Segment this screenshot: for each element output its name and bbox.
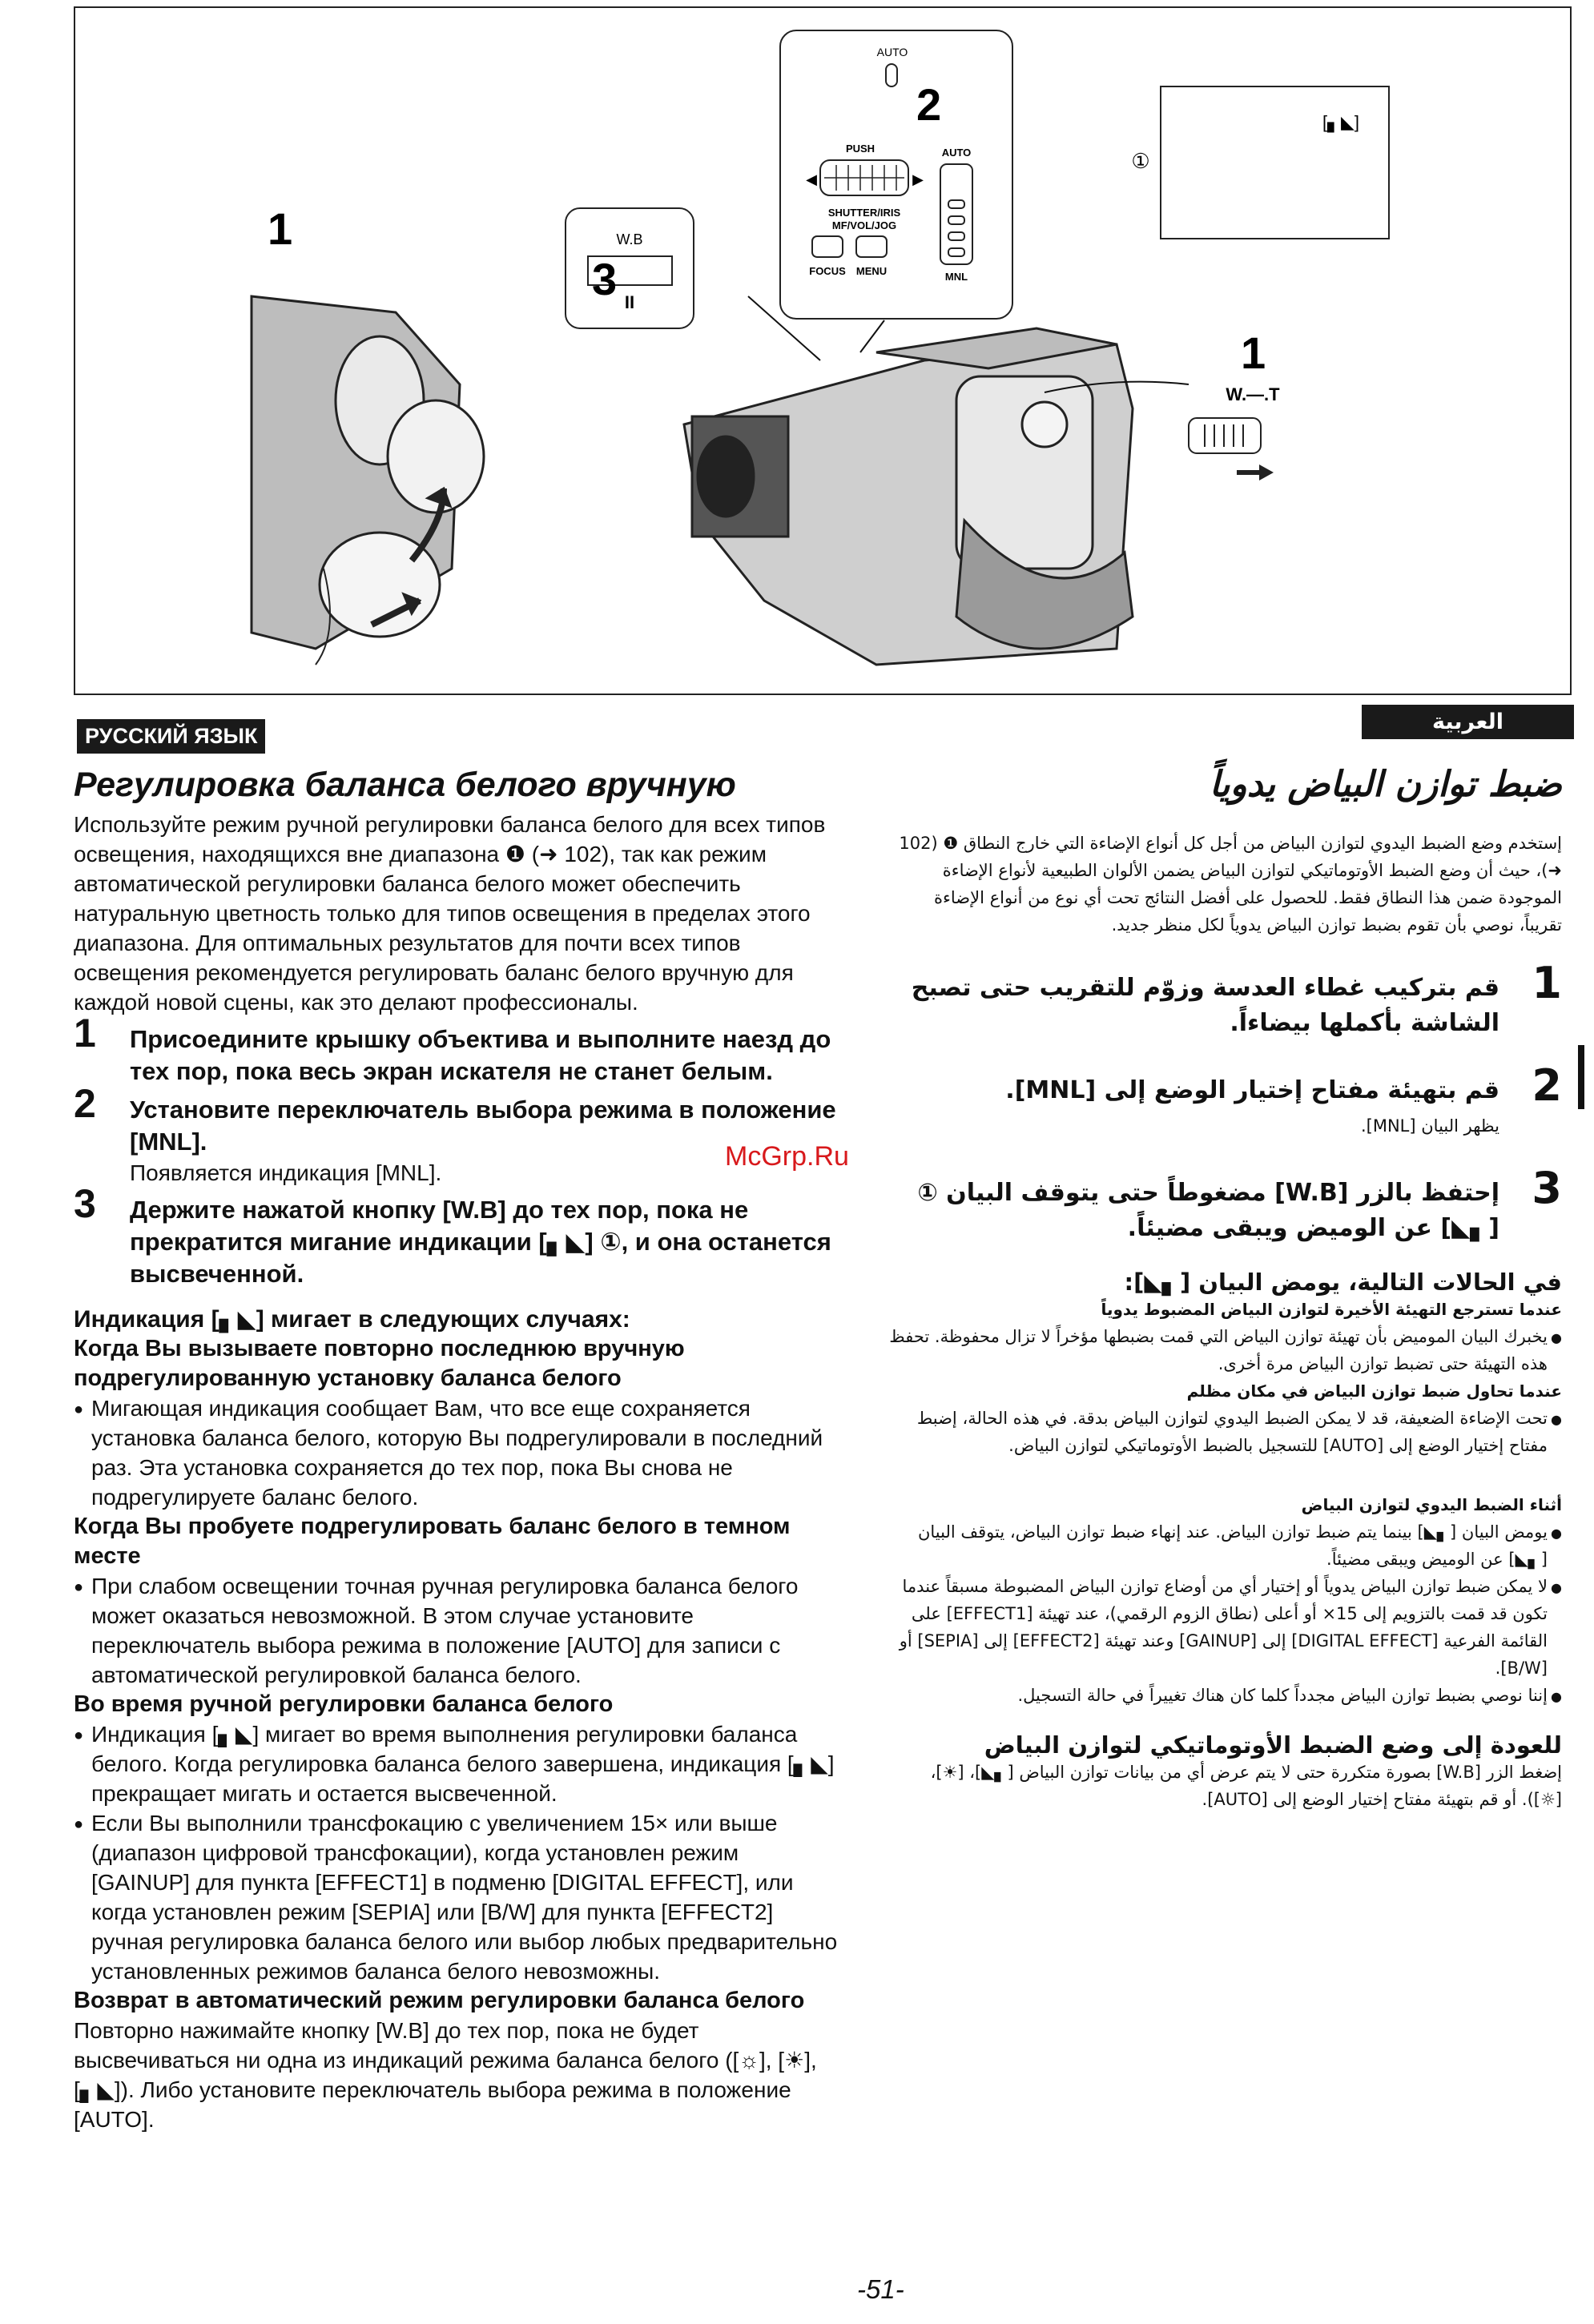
ar-case1-text: ● يخبرك البيان الموميض بأن تهيئة توازن البياض التي قمت بضبطها مؤخراً لا تزال محفوظة. تحفظ هذه التهيئة حتى تضبط توازن البياض مرة أخرى. xyxy=(889,1323,1562,1377)
ar-step-2-number: 2 xyxy=(1532,1060,1562,1111)
ru-intro: Используйте режим ручной регулировки баланса белого для всех типов освещения, находящихся вне диапазона ❶ (➜ 102), так как режим автоматической регулировки баланса белого может обеспечить натуральную цветность только для типов освещения в пределах этого диапазона. Для оптимальных результатов для почти всех типов освещения рекомендуется регулировать баланс белого вручную для каждой новой сцены, как это делают профессионалы. xyxy=(74,812,826,1015)
shutter-iris-label: SHUTTER/IRIS xyxy=(827,207,901,219)
ru-step-3-number: 3 xyxy=(74,1181,96,1226)
ru-step-3 xyxy=(74,1181,843,1290)
svg-text:◀: ◀ xyxy=(806,171,817,187)
focus-label: FOCUS xyxy=(809,265,846,277)
russian-column xyxy=(74,765,843,2134)
menu-label: MENU xyxy=(855,265,888,277)
arabic-language-tag: العربية xyxy=(1362,705,1574,739)
ru-case1-heading: Когда Вы вызываете повторно последнюю вручную подрегулированную установку баланса белого xyxy=(74,1336,685,1391)
circle-one-marker: ① xyxy=(1131,149,1150,173)
ar-case3-bullet-3: ● إننا نوصي بضبط توازن البياض مجدداً كلما كان هناك تغييراً في حالة التسجيل. xyxy=(889,1682,1562,1709)
fig-step-1-right: 1 xyxy=(1241,328,1266,378)
ru-step-1-text: Присоедините крышку объектива и выполните наезд до тех пор, пока весь экран искателя не станет белым. xyxy=(130,1025,831,1085)
ru-case3-bullet-1: ● Индикация [▖◣] мигает во время выполнения регулировки баланса белого. Когда регулировка баланса белого завершена, индикация [▖◣] прекращает мигать и остается высвеченной. xyxy=(74,1719,843,1808)
svg-text:II: II xyxy=(624,292,635,312)
ar-step-1-text: قم بتركيب غطاء العدسة وزوّم للتقريب حتى تصبح الشاشة بأكملها بيضاءاً. xyxy=(911,974,1499,1037)
ar-case3-bullet-2: ● لا يمكن ضبط توازن البياض يدوياً أو إختيار أي من أوضاع توازن البياض المضبوطة مسبقاً عندما تكون قد قمت بالتزويم إلى 15× أو أعلى (نطاق الزوم الرقمي)، عند تهيئة [EFFECT1] على القائمة الفرعية [DIGITAL EFFECT] إلى [GAINUP] وعند تهيئة [EFFECT2] إلى [SEPIA] أو [B/W]. xyxy=(889,1573,1562,1682)
ru-step-1 xyxy=(74,1011,843,1088)
ru-return-heading: Возврат в автоматический режим регулировки баланса белого xyxy=(74,1988,805,2013)
wb-label: W.B xyxy=(616,231,643,247)
ru-blink-heading: Индикация [▖◣] мигает в следующих случаях: xyxy=(74,1306,630,1333)
ar-return-heading: للعودة إلى وضع الضبط الأوتوماتيكي لتوازن البياض xyxy=(984,1731,1562,1759)
viewfinder-screen xyxy=(1161,86,1389,239)
lens-cap-drawing xyxy=(252,296,484,665)
ru-step-1-number: 1 xyxy=(74,1011,96,1055)
fig-step-3: 3 xyxy=(592,254,618,304)
zoom-label: W.—.T xyxy=(1226,384,1280,404)
ar-step-2 xyxy=(889,1060,1562,1144)
mf-vol-jog-label: MF/VOL/JOG xyxy=(831,219,897,231)
ru-case1-text: ● Мигающая индикация сообщает Вам, что все еще сохраняется установка баланса белого, которую Вы подрегулировали в последний раз. Эта установка сохраняется до тех пор, пока Вы снова не подрегулируете баланс белого. xyxy=(74,1393,843,1512)
push-label: PUSH xyxy=(845,143,875,155)
ar-case2-text: ● تحت الإضاءة الضعيفة، قد لا يمكن الضبط اليدوي لتوازن البياض بدقة. في هذه الحالة، إضبط مفتاح إختيار الوضع إلى [AUTO] للتسجيل بالضبط الأوتوماتيكي لتوازن البياض. xyxy=(889,1405,1562,1459)
menu-button xyxy=(856,236,887,257)
mode-switch xyxy=(940,164,972,264)
arabic-column xyxy=(889,761,1562,1813)
illustration-figure xyxy=(74,6,1572,695)
ru-step-2-note: Появляется индикация [MNL]. xyxy=(130,1160,442,1185)
ru-step-2-text: Установите переключатель выбора режима в положение [MNL]. xyxy=(130,1096,836,1156)
ar-blink-heading: في الحالات التالية، يومض البيان [▖◣]: xyxy=(1124,1269,1562,1296)
focus-button xyxy=(812,236,843,257)
fig-step-1-left: 1 xyxy=(268,203,293,254)
ru-title: Регулировка баланса белого вручную xyxy=(74,766,736,804)
auto-switch-label: AUTO xyxy=(941,147,972,159)
ar-step-1-number: 1 xyxy=(1532,958,1562,1008)
russian-language-tag: РУССКИЙ ЯЗЫК xyxy=(77,719,265,754)
ar-case1-heading: عندما تسترجع التهيئة الأخيرة لتوازن البياض المضبوط يدوياً xyxy=(1101,1300,1562,1319)
ru-case3-bullet-2: ● Если Вы выполнили трансфокацию с увеличением 15× или выше (диапазон цифровой трансфокации), когда установлен режим [GAINUP] для пункта [EFFECT1] в подменю [DIGITAL EFFECT], или когда установлен режим [SEPIA] или [B/W] для пункта [EFFECT2] ручная регулировка баланса белого или выбор любых предварительно установленных режимов баланса белого невозможны. xyxy=(74,1808,843,1986)
ar-return-text: إضغط الزر [W.B] بصورة متكررة حتى لا يتم عرض أي من بيانات توازن البياض [▖◣]، [☀]، [☼]). أو قم بتهيئة مفتاح إختيار الوضع إلى [AUTO]. xyxy=(930,1763,1562,1809)
ar-step-2-text: قم بتهيئة مفتاح إختيار الوضع إلى [MNL]. xyxy=(1005,1076,1499,1104)
ru-step-2-number: 2 xyxy=(74,1081,96,1126)
ar-intro: إستخدم وضع الضبط اليدوي لتوازن البياض من أجل كل أنواع الإضاءة التي خارج النطاق ❶ (102 ➜)، حيث أن وضع الضبط الأوتوماتيكي لتوازن البياض يضمن الألوان الطبيعية لأنواع الإضاءة الموجودة ضمن هذا النطاق فقط. للحصول على أفضل النتائج تحت أي نوع من أنواع الإضاءة تقريباً، نوصي بأن تقوم بضبط توازن البياض يدوياً لكل منظر جديد. xyxy=(899,834,1562,935)
ar-step-3-number: 3 xyxy=(1532,1163,1562,1213)
auto-top-label: AUTO xyxy=(876,46,908,58)
svg-text:▶: ▶ xyxy=(912,171,924,187)
ru-case2-text: ● При слабом освещении точная ручная регулировка баланса белого может оказаться невозможной. В этом случае установите переключатель выбора режима в положение [AUTO] для записи с автоматической регулировкой баланса белого. xyxy=(74,1571,843,1690)
mnl-label: MNL xyxy=(944,271,968,283)
fig-step-2: 2 xyxy=(916,79,942,130)
ar-title: ضبط توازن البياض يدوياً xyxy=(1209,764,1562,805)
ar-step-3-text: إحتفظ بالزر [W.B] مضغوطاً حتى يتوقف البيان ① [▖◣] عن الوميض ويبقى مضيئاً. xyxy=(917,1179,1499,1242)
ar-step-2-note: يظهر البيان [MNL]. xyxy=(1360,1116,1499,1136)
ar-step-3 xyxy=(889,1163,1562,1246)
ru-return-text: Повторно нажимайте кнопку [W.B] до тех пор, пока не будет высвечиваться ни одна из индикаций режима баланса белого ([☼], [☀], [▖◣]). Либо установите переключатель выбора режима в положение [AUTO]. xyxy=(74,2018,817,2132)
ar-case2-heading: عندما تحاول ضبط توازن البياض في مكان مظلم xyxy=(1186,1381,1562,1401)
ar-case3-bullet-1: ● يومض البيان [▖◣] بينما يتم ضبط توازن البياض. عند إنهاء ضبط توازن البياض، يتوقف البيان [▖◣] عن الوميض ويبقى مضيئاً. xyxy=(889,1518,1562,1573)
ru-case2-heading: Когда Вы пробуете подрегулировать баланс белого в темном месте xyxy=(74,1514,791,1569)
ru-step-3-text: Держите нажатой кнопку [W.B] до тех пор, пока не прекратится мигание индикации [▖◣] ①, и она останется высвеченной. xyxy=(130,1196,831,1288)
wb-indicator: [▖◣] xyxy=(1322,112,1360,132)
ru-case3-heading: Во время ручной регулировки баланса белого xyxy=(74,1691,614,1717)
watermark: McGrp.Ru xyxy=(725,1141,849,1172)
camera-body-drawing xyxy=(684,328,1133,665)
camera-illustration xyxy=(75,8,1573,697)
page-number: -51- xyxy=(857,2274,904,2304)
ar-step-1 xyxy=(889,958,1562,1041)
page-edge-marker xyxy=(1578,1045,1584,1109)
ar-case3-heading: أثناء الضبط اليدوي لتوازن البياض xyxy=(1301,1495,1562,1514)
